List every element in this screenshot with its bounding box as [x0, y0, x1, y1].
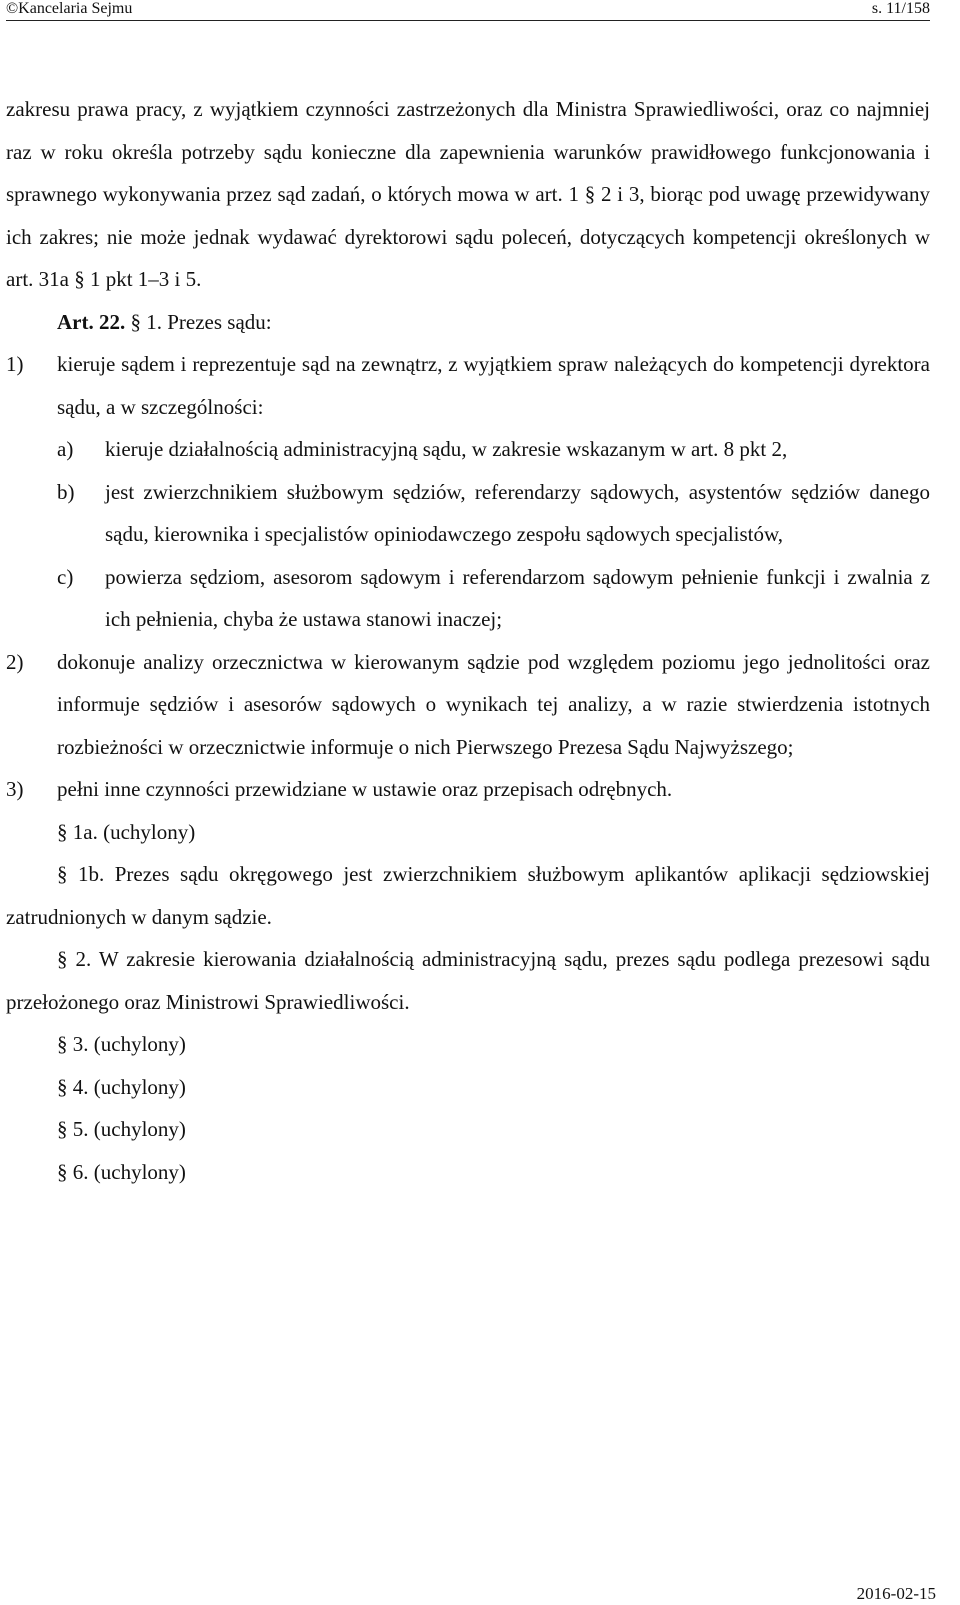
section-1b: § 1b. Prezes sądu okręgowego jest zwierzchnikiem służbowym aplikantów aplikacji sędziowskiej zatrudnionych w danym sądzie.: [6, 862, 930, 929]
page-header: [6, 0, 942, 20]
list-item-text: powierza sędziom, asesorom sądowym i referendarzom sądowym pełnienie funkcji i zwalnia z ich pełnienia, chyba że ustawa stanowi inaczej;: [105, 564, 930, 631]
list-item-letter: c): [57, 564, 74, 589]
article-heading: [6, 301, 930, 344]
list-item-text: kieruje działalnością administracyjną sądu, w zakresie wskazanym w art. 8 pkt 2,: [105, 437, 788, 461]
section-4: § 4. (uchylony): [57, 1074, 186, 1099]
list-item-text: kieruje sądem i reprezentuje sąd na zewnątrz, z wyjątkiem spraw należących do kompetencji dyrektora sądu, a w szczególności:: [57, 352, 930, 419]
document-body: [6, 88, 942, 1193]
list-item-number: 3): [6, 777, 24, 801]
section-1a: § 1a. (uchylony): [57, 819, 196, 844]
list-item-1: [6, 343, 930, 428]
section-2: § 2. W zakresie kierowania działalnością administracyjną sądu, prezes sądu podlega prezesowi sądu przełożonego oraz Ministrowi Sprawiedliwości.: [6, 947, 930, 1014]
list-item-1a: [6, 428, 930, 471]
header-divider: [6, 20, 930, 21]
list-item-number: 1): [6, 352, 24, 376]
list-item-1c: [6, 556, 930, 641]
article-label: Art. 22.: [57, 309, 126, 334]
list-item-text: pełni inne czynności przewidziane w ustawie oraz przepisach odrębnych.: [57, 777, 673, 801]
list-item-letter: b): [57, 479, 75, 504]
list-item-letter: a): [57, 437, 74, 461]
section-6: § 6. (uchylony): [57, 1159, 186, 1184]
page-footer-date: 2016-02-15: [856, 1584, 936, 1603]
list-item-text: dokonuje analizy orzecznictwa w kierowanym sądzie pod względem poziomu jego jednolitości oraz informuje sędziów i asesorów sądowych o wynikach tej analizy, a w razie stwierdzenia istotnych rozbieżności w orzecznictwie informuje o nich Pierwszego Prezesa Sądu Najwyższego;: [57, 649, 930, 759]
section-3: § 3. (uchylony): [57, 1032, 186, 1056]
copyright-notice: ©Kancelaria Sejmu: [6, 0, 133, 17]
list-item-number: 2): [6, 649, 24, 674]
list-item-3: [6, 768, 930, 811]
page-number: s. 11/158: [871, 0, 930, 17]
list-item-2: [6, 641, 930, 769]
list-item-1b: [6, 471, 930, 556]
section-5: § 5. (uchylony): [57, 1117, 186, 1141]
paragraph-continuation: zakresu prawa pracy, z wyjątkiem czynności zastrzeżonych dla Ministra Sprawiedliwości, oraz co najmniej raz w roku określa potrzeby sądu konieczne dla zapewnienia warunków prawidłowego funkcjonowania i sprawnego wykonywania przez sąd zadań, o których mowa w art. 1 § 2 i 3, biorąc pod uwagę przewidywany ich zakres; nie może jednak wydawać dyrektorowi sądu poleceń, dotyczących kompetencji określonych w art. 31a § 1 pkt 1–3 i 5.: [6, 97, 930, 291]
article-section-number: § 1.: [130, 309, 162, 334]
article-intro-text: Prezes sądu:: [167, 309, 272, 334]
list-item-text: jest zwierzchnikiem służbowym sędziów, referendarzy sądowych, asystentów sędziów danego sądu, kierownika i specjalistów opiniodawczego zespołu sądowych specjalistów,: [105, 479, 930, 546]
